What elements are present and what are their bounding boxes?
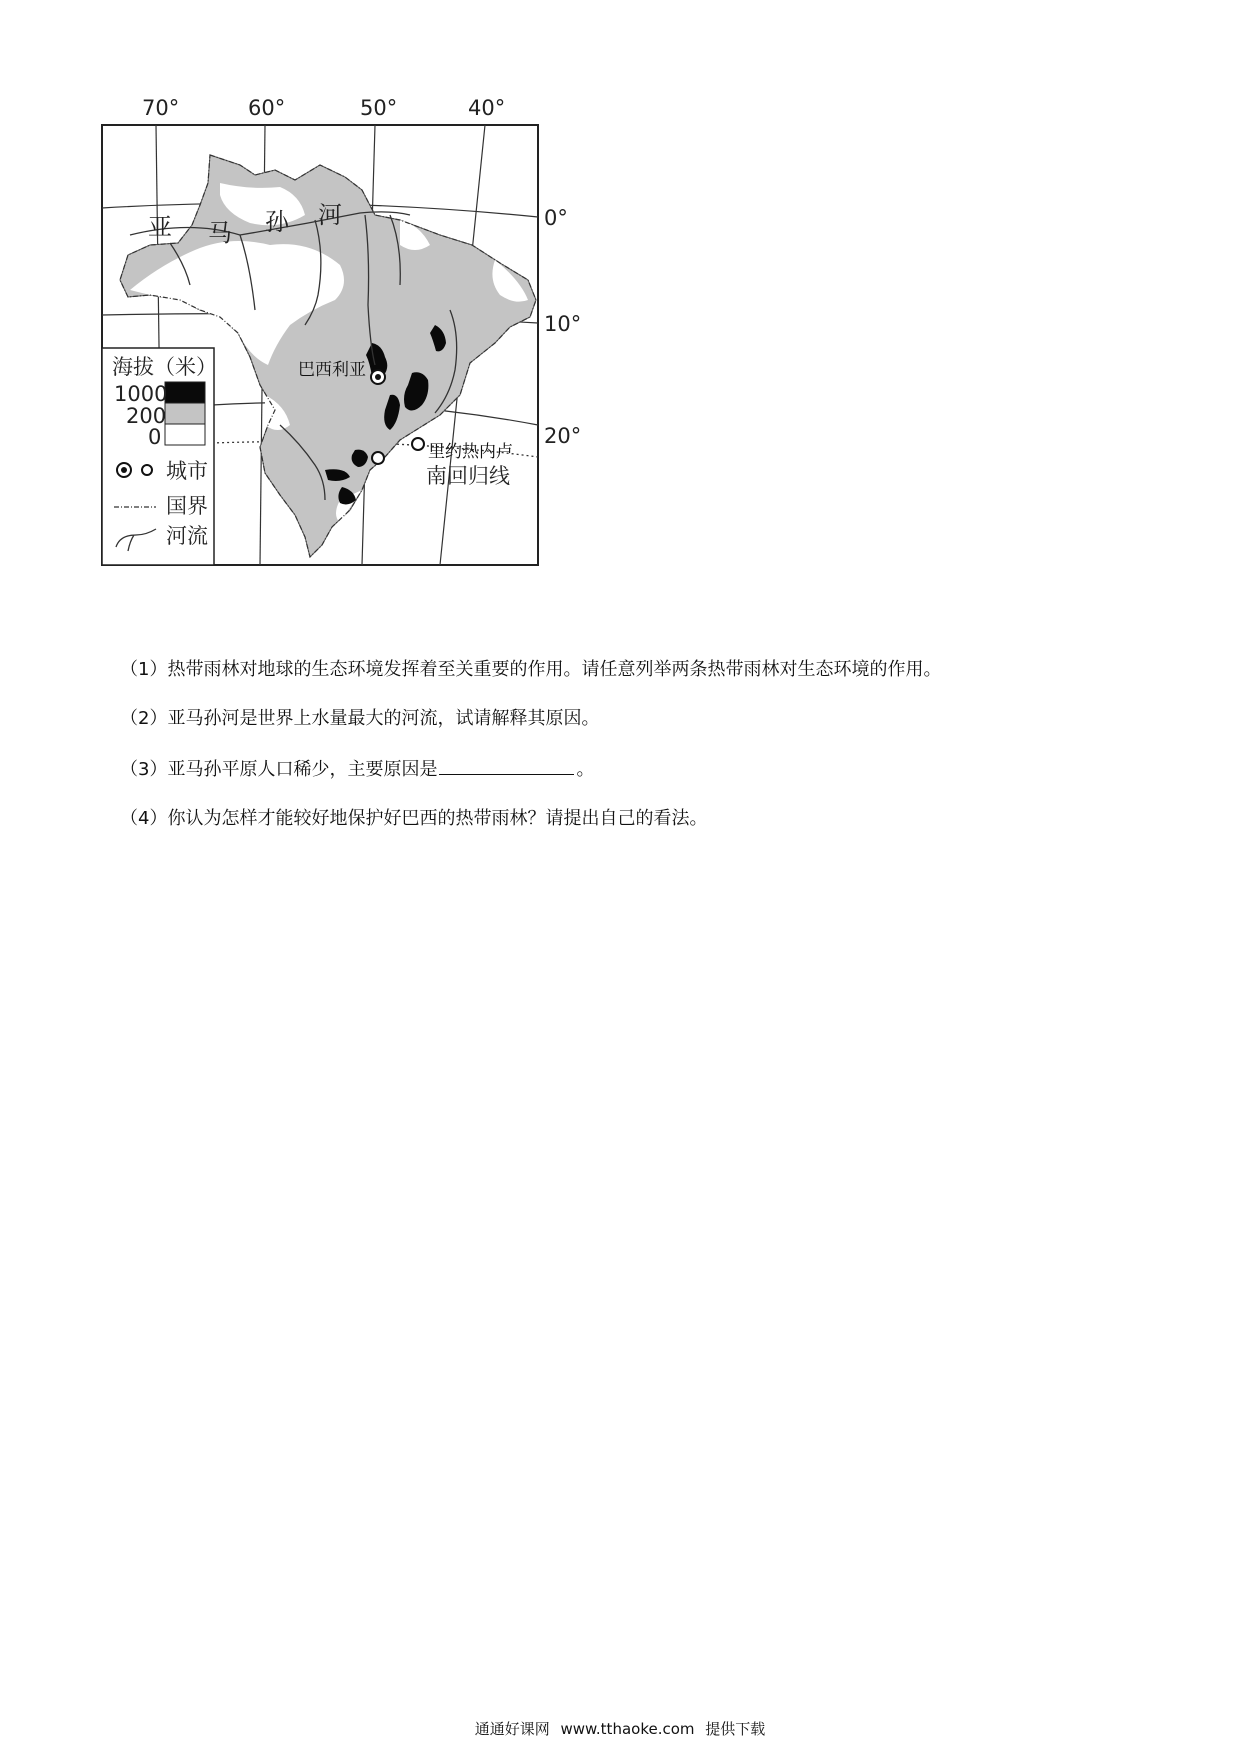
sao-paulo-marker bbox=[372, 452, 384, 464]
legend-river-label: 河流 bbox=[166, 524, 208, 548]
tropic-label: 南回归线 bbox=[426, 464, 510, 488]
question-4 bbox=[120, 807, 1160, 831]
question-1 bbox=[120, 658, 1160, 682]
legend-tick-0: 0 bbox=[148, 425, 162, 449]
river-label-char-3: 孙 bbox=[265, 208, 289, 236]
legend-title: 海拔（米） bbox=[112, 355, 217, 379]
legend-tick-1000: 1000 bbox=[114, 382, 168, 406]
question-2-text: 亚马孙河是世界上水量最大的河流，试请解释其原因。 bbox=[167, 708, 600, 729]
city-label-rio: 里约热内卢 bbox=[428, 442, 513, 462]
legend-swatch-low bbox=[165, 424, 205, 445]
question-3-text: 亚马孙平原人口稀少，主要原因是 bbox=[167, 759, 438, 780]
legend-city-label: 城市 bbox=[166, 459, 208, 483]
question-2 bbox=[120, 707, 1160, 731]
legend-swatch-high bbox=[165, 382, 205, 403]
footer-site-name: 通通好课网 bbox=[474, 1720, 550, 1738]
latitude-label-20: 20° bbox=[544, 424, 582, 448]
longitude-label-50: 50° bbox=[360, 96, 398, 120]
question-2-number: （2） bbox=[120, 708, 168, 729]
legend-tick-200: 200 bbox=[126, 404, 167, 428]
question-1-text: 热带雨林对地球的生态环境发挥着至关重要的作用。请任意列举两条热带雨林对生态环境的作用。 bbox=[167, 659, 942, 680]
question-list bbox=[120, 658, 1160, 856]
question-4-text: 你认为怎样才能较好地保护好巴西的热带雨林？请提出自己的看法。 bbox=[167, 808, 708, 829]
footer-url[interactable]: www.tthaoke.com bbox=[560, 1720, 695, 1738]
river-label-char-1: 亚 bbox=[148, 213, 172, 241]
legend-border-label: 国界 bbox=[166, 494, 208, 518]
city-label-brasilia: 巴西利亚 bbox=[298, 360, 366, 380]
question-3 bbox=[120, 756, 1160, 782]
legend-swatch-mid bbox=[165, 403, 205, 424]
legend-capital-icon-dot bbox=[121, 467, 127, 473]
footer-suffix: 提供下载 bbox=[705, 1720, 766, 1738]
longitude-label-60: 60° bbox=[248, 96, 286, 120]
brazil-elevation-map bbox=[100, 95, 660, 655]
longitude-label-40: 40° bbox=[468, 96, 506, 120]
question-1-number: （1） bbox=[120, 659, 168, 680]
rio-marker bbox=[412, 438, 424, 450]
question-4-number: （4） bbox=[120, 808, 168, 829]
river-label-char-2: 马 bbox=[208, 219, 232, 247]
answer-blank[interactable] bbox=[439, 756, 574, 775]
map-svg bbox=[100, 95, 660, 655]
page-footer bbox=[0, 1718, 1240, 1739]
brasilia-marker-dot bbox=[375, 374, 381, 380]
river-label-char-4: 河 bbox=[318, 201, 342, 229]
latitude-label-0: 0° bbox=[544, 206, 568, 230]
longitude-label-70: 70° bbox=[142, 96, 180, 120]
question-3-number: （3） bbox=[120, 759, 168, 780]
question-3-end: 。 bbox=[576, 759, 595, 780]
legend-city-icon bbox=[142, 465, 152, 475]
latitude-label-10: 10° bbox=[544, 312, 582, 336]
